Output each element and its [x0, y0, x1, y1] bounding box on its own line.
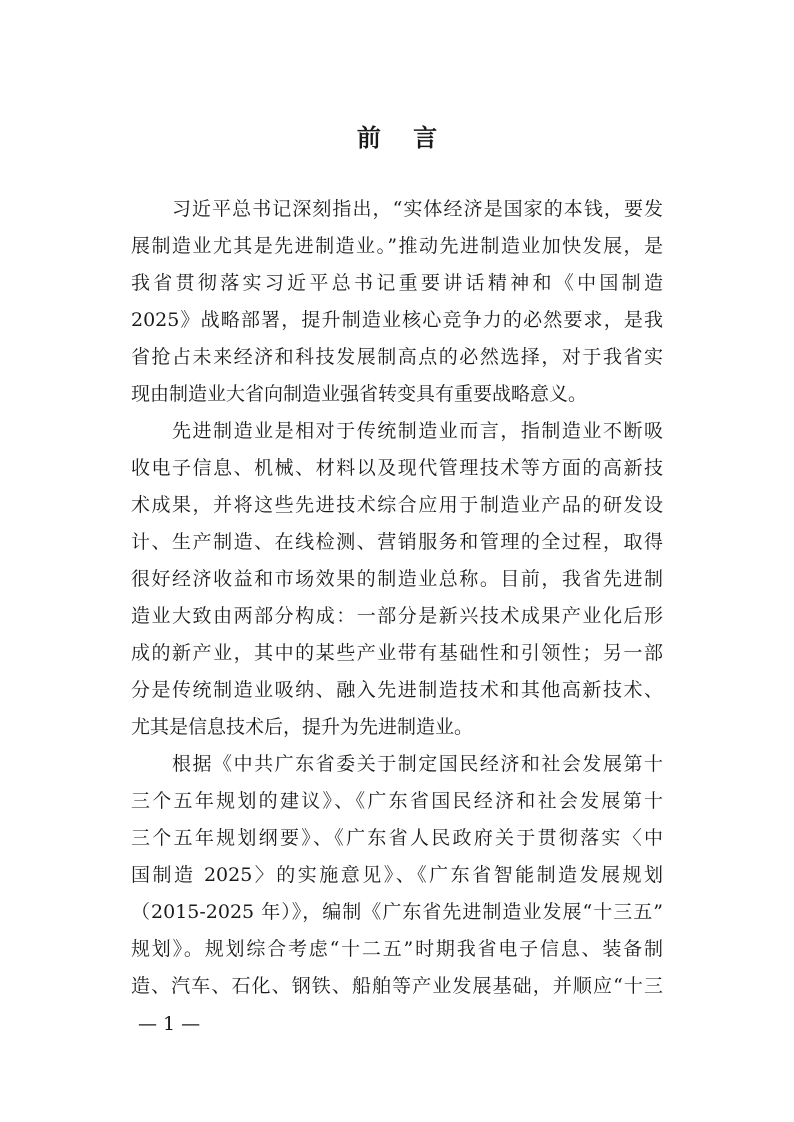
paragraph-1-line-2: 展制造业尤其是先进制造业。”推动先进制造业加快发展，是	[131, 235, 663, 257]
paragraph-2-line-5: 很好经济收益和市场效果的制造业总称。目前，我省先进制	[131, 568, 663, 590]
paragraph-3-line-1: 根据《中共广东省委关于制定国民经济和社会发展第十	[172, 753, 663, 775]
paragraph-3-line-3: 三个五年规划纲要》、《广东省人民政府关于贯彻落实〈中	[131, 827, 663, 849]
paragraph-1-line-3: 我省贯彻落实习近平总书记重要讲话精神和《中国制造	[131, 272, 663, 294]
paragraph-1-line-1: 习近平总书记深刻指出，“实体经济是国家的本钱，要发	[172, 198, 663, 220]
page-title: 前 言	[356, 123, 450, 152]
paragraph-1-line-5: 省抢占未来经济和科技发展制高点的必然选择，对于我省实	[131, 346, 663, 368]
paragraph-2-line-6: 造业大致由两部分构成：一部分是新兴技术成果产业化后形	[131, 605, 663, 627]
paragraph-2-line-7: 成的新产业，其中的某些产业带有基础性和引领性；另一部	[131, 642, 663, 664]
paragraph-2-line-3: 术成果，并将这些先进技术综合应用于制造业产品的研发设	[131, 494, 663, 516]
paragraph-3-line-5: （2015-2025 年）》，编制《广东省先进制造业发展“十三五”	[131, 901, 663, 923]
paragraph-3-line-2: 三个五年规划的建议》、《广东省国民经济和社会发展第十	[131, 790, 663, 812]
paragraph-2-line-8: 分是传统制造业吸纳、融入先进制造技术和其他高新技术、	[131, 679, 663, 701]
paragraph-2-line-2: 收电子信息、机械、材料以及现代管理技术等方面的高新技	[131, 457, 663, 479]
paragraph-1-line-4: 2025》战略部署，提升制造业核心竞争力的必然要求，是我	[131, 309, 663, 331]
page-number: — 1 —	[138, 1013, 201, 1035]
paragraph-2-line-1: 先进制造业是相对于传统制造业而言，指制造业不断吸	[172, 420, 663, 442]
paragraph-3-line-6: 规划》。规划综合考虑“十二五”时期我省电子信息、装备制	[131, 938, 663, 960]
paragraph-3-line-7: 造、汽车、石化、钢铁、船舶等产业发展基础，并顺应“十三	[131, 975, 663, 997]
paragraph-1-line-6: 现由制造业大省向制造业强省转变具有重要战略意义。	[131, 383, 588, 405]
paragraph-2-line-9: 尤其是信息技术后，提升为先进制造业。	[131, 716, 474, 738]
paragraph-3-line-4: 国制造 2025〉的实施意见》、《广东省智能制造发展规划	[131, 864, 663, 886]
paragraph-2-line-4: 计、生产制造、在线检测、营销服务和管理的全过程，取得	[131, 531, 663, 553]
